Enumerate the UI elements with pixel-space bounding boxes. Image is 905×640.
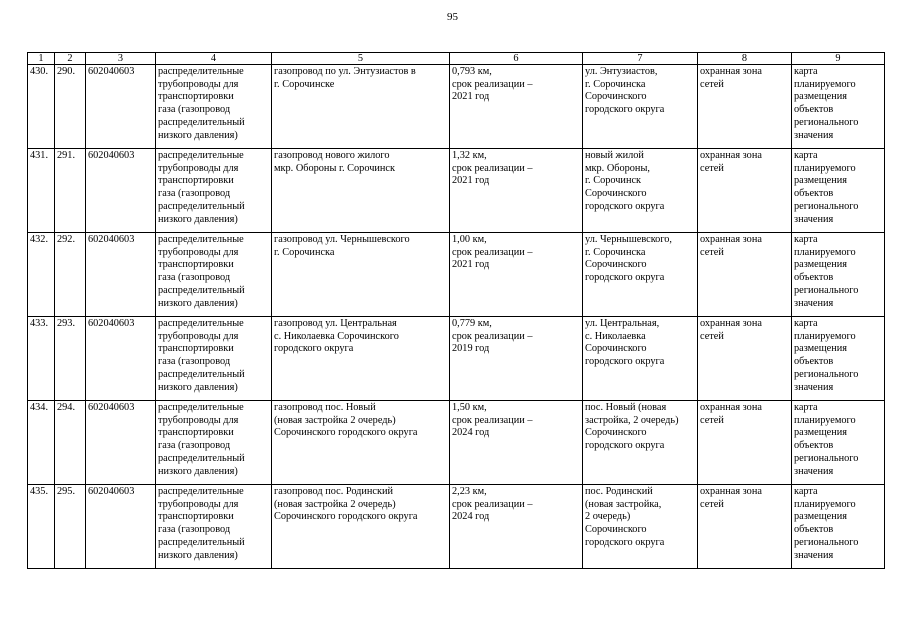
location-cell: ул. Чернышевского, г. Сорочинска Сорочинского городского округа bbox=[583, 233, 698, 317]
code-cell: 602040603 bbox=[86, 401, 156, 485]
object-type-cell: распределительные трубопроводы для транспортировки газа (газопровод распределительный низкого давления) bbox=[156, 233, 272, 317]
table-row bbox=[28, 401, 885, 485]
map-cell: карта планируемого размещения объектов регионального значения bbox=[792, 65, 885, 149]
column-header: 1 bbox=[28, 53, 55, 65]
column-header: 2 bbox=[55, 53, 86, 65]
sub-number-cell: 293. bbox=[55, 317, 86, 401]
code-cell: 602040603 bbox=[86, 65, 156, 149]
sub-number-cell: 294. bbox=[55, 401, 86, 485]
zone-cell: охранная зона сетей bbox=[698, 317, 792, 401]
object-name-cell: газопровод ул. Центральная с. Николаевка Сорочинского городского округа bbox=[272, 317, 450, 401]
page-number: 95 bbox=[447, 11, 458, 23]
row-number-cell: 434. bbox=[28, 401, 55, 485]
row-number-cell: 430. bbox=[28, 65, 55, 149]
column-header: 6 bbox=[450, 53, 583, 65]
characteristics-cell: 1,32 км, срок реализации – 2021 год bbox=[450, 149, 583, 233]
code-cell: 602040603 bbox=[86, 149, 156, 233]
code-cell: 602040603 bbox=[86, 233, 156, 317]
row-number-cell: 435. bbox=[28, 485, 55, 569]
column-header: 7 bbox=[583, 53, 698, 65]
column-header: 4 bbox=[156, 53, 272, 65]
zone-cell: охранная зона сетей bbox=[698, 485, 792, 569]
column-header: 5 bbox=[272, 53, 450, 65]
location-cell: новый жилой мкр. Обороны, г. Сорочинск Сорочинского городского округа bbox=[583, 149, 698, 233]
column-header: 3 bbox=[86, 53, 156, 65]
table-row bbox=[28, 317, 885, 401]
column-header: 9 bbox=[792, 53, 885, 65]
object-name-cell: газопровод ул. Чернышевского г. Сорочинска bbox=[272, 233, 450, 317]
object-type-cell: распределительные трубопроводы для транспортировки газа (газопровод распределительный низкого давления) bbox=[156, 485, 272, 569]
location-cell: пос. Родинский (новая застройка, 2 очередь) Сорочинского городского округа bbox=[583, 485, 698, 569]
object-type-cell: распределительные трубопроводы для транспортировки газа (газопровод распределительный низкого давления) bbox=[156, 65, 272, 149]
characteristics-cell: 2,23 км, срок реализации – 2024 год bbox=[450, 485, 583, 569]
sub-number-cell: 292. bbox=[55, 233, 86, 317]
table-row bbox=[28, 233, 885, 317]
table-row bbox=[28, 485, 885, 569]
table-row bbox=[28, 149, 885, 233]
header-row bbox=[28, 53, 885, 65]
object-name-cell: газопровод пос. Новый (новая застройка 2 очередь) Сорочинского городского округа bbox=[272, 401, 450, 485]
object-type-cell: распределительные трубопроводы для транспортировки газа (газопровод распределительный низкого давления) bbox=[156, 149, 272, 233]
map-cell: карта планируемого размещения объектов регионального значения bbox=[792, 401, 885, 485]
object-name-cell: газопровод пос. Родинский (новая застройка 2 очередь) Сорочинского городского округа bbox=[272, 485, 450, 569]
row-number-cell: 433. bbox=[28, 317, 55, 401]
map-cell: карта планируемого размещения объектов регионального значения bbox=[792, 485, 885, 569]
zone-cell: охранная зона сетей bbox=[698, 149, 792, 233]
table-row bbox=[28, 65, 885, 149]
characteristics-cell: 0,793 км, срок реализации – 2021 год bbox=[450, 65, 583, 149]
characteristics-cell: 1,00 км, срок реализации – 2021 год bbox=[450, 233, 583, 317]
zone-cell: охранная зона сетей bbox=[698, 401, 792, 485]
location-cell: ул. Энтузиастов, г. Сорочинска Сорочинского городского округа bbox=[583, 65, 698, 149]
row-number-cell: 432. bbox=[28, 233, 55, 317]
row-number-cell: 431. bbox=[28, 149, 55, 233]
code-cell: 602040603 bbox=[86, 485, 156, 569]
code-cell: 602040603 bbox=[86, 317, 156, 401]
characteristics-cell: 0,779 км, срок реализации – 2019 год bbox=[450, 317, 583, 401]
sub-number-cell: 295. bbox=[55, 485, 86, 569]
object-name-cell: газопровод по ул. Энтузиастов в г. Сорочинске bbox=[272, 65, 450, 149]
sub-number-cell: 291. bbox=[55, 149, 86, 233]
location-cell: ул. Центральная, с. Николаевка Сорочинского городского округа bbox=[583, 317, 698, 401]
column-header: 8 bbox=[698, 53, 792, 65]
location-cell: пос. Новый (новая застройка, 2 очередь) Сорочинского городского округа bbox=[583, 401, 698, 485]
map-cell: карта планируемого размещения объектов регионального значения bbox=[792, 149, 885, 233]
zone-cell: охранная зона сетей bbox=[698, 65, 792, 149]
characteristics-cell: 1,50 км, срок реализации – 2024 год bbox=[450, 401, 583, 485]
zone-cell: охранная зона сетей bbox=[698, 233, 792, 317]
objects-table bbox=[27, 52, 885, 569]
map-cell: карта планируемого размещения объектов регионального значения bbox=[792, 233, 885, 317]
object-type-cell: распределительные трубопроводы для транспортировки газа (газопровод распределительный низкого давления) bbox=[156, 401, 272, 485]
object-name-cell: газопровод нового жилого мкр. Обороны г. Сорочинск bbox=[272, 149, 450, 233]
sub-number-cell: 290. bbox=[55, 65, 86, 149]
map-cell: карта планируемого размещения объектов регионального значения bbox=[792, 317, 885, 401]
object-type-cell: распределительные трубопроводы для транспортировки газа (газопровод распределительный низкого давления) bbox=[156, 317, 272, 401]
